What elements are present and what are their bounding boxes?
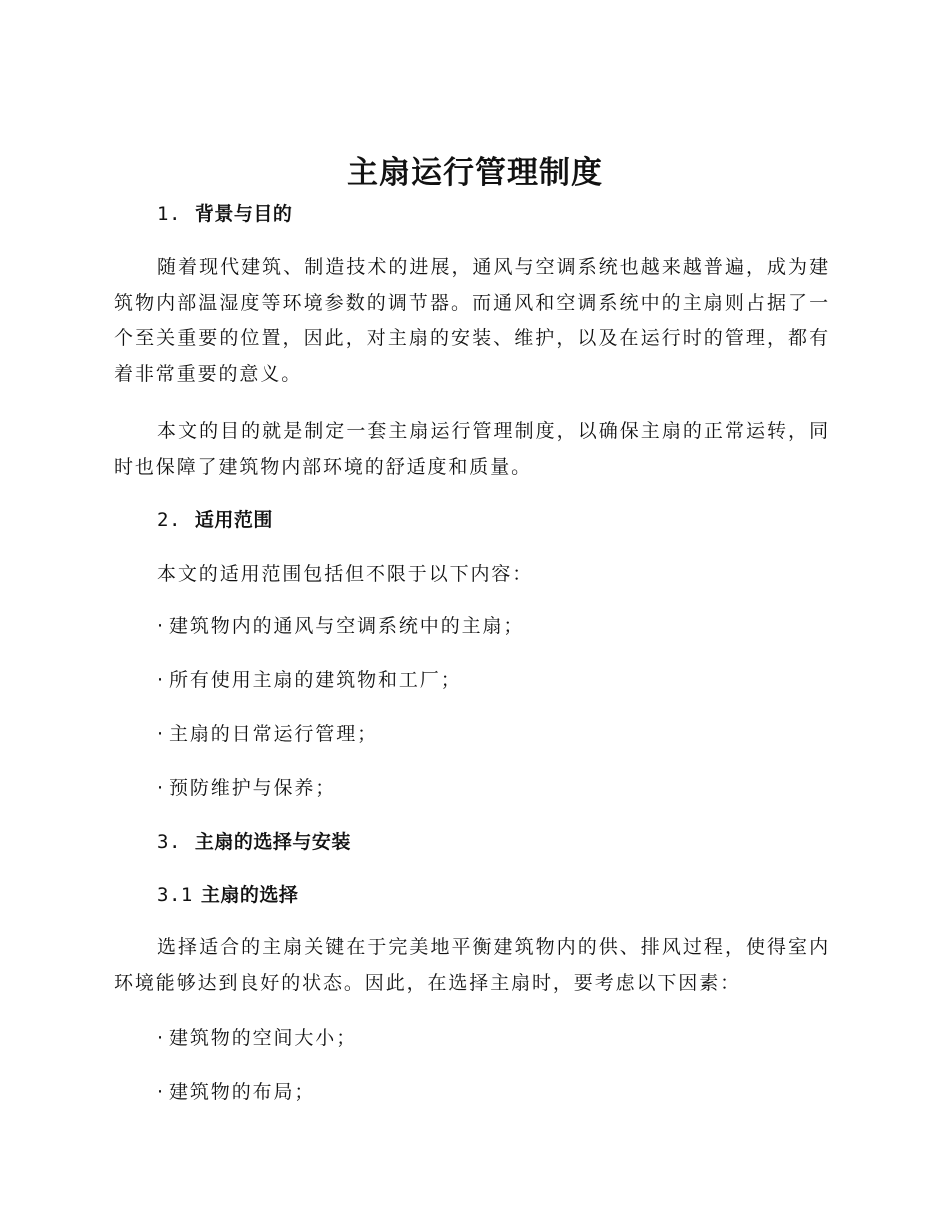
bullet-icon: ·	[157, 1081, 164, 1103]
paragraph: 选择适合的主扇关键在于完美地平衡建筑物内的供、排风过程，使得室内环境能够达到良好的状态。因此，在选择主扇时，要考虑以下因素：	[114, 936, 830, 994]
section-heading-2	[157, 505, 273, 535]
list-item-text: 主扇的日常运行管理；	[169, 723, 379, 745]
list-item	[157, 665, 462, 695]
list-item-text: 建筑物的空间大小；	[169, 1027, 358, 1049]
bullet-icon: ·	[157, 669, 164, 691]
list-item	[157, 611, 524, 641]
bullet-icon: ·	[157, 1027, 164, 1049]
list-item-text: 建筑物的布局；	[169, 1081, 316, 1103]
subsection-heading-3-1	[157, 880, 298, 910]
paragraph: 本文的目的就是制定一套主扇运行管理制度，以确保主扇的正常运转，同时也保障了建筑物内部环境的舒适度和质量。	[114, 420, 830, 478]
section-number: 1.	[157, 203, 181, 225]
list-item-text: 预防维护与保养；	[169, 777, 337, 799]
section-number: 2.	[157, 509, 181, 531]
section-heading-1	[157, 199, 292, 229]
section-title: 背景与目的	[194, 203, 293, 225]
list-item	[157, 1077, 315, 1107]
section-title: 适用范围	[194, 509, 273, 531]
section-number: 3.	[157, 831, 181, 853]
subsection-number: 3.1	[157, 884, 193, 906]
section-title: 主扇的选择与安装	[194, 831, 351, 853]
list-item-text: 建筑物内的通风与空调系统中的主扇；	[169, 615, 525, 637]
list-item	[157, 773, 336, 803]
list-item	[157, 719, 378, 749]
subsection-title: 主扇的选择	[200, 884, 299, 906]
section-heading-3	[157, 827, 351, 857]
paragraph: 随着现代建筑、制造技术的进展，通风与空调系统也越来越普遍，成为建筑物内部温湿度等环境参数的调节器。而通风和空调系统中的主扇则占据了一个至关重要的位置，因此，对主扇的安装、维护，以及在运行时的管理，都有着非常重要的意义。	[114, 256, 830, 385]
bullet-icon: ·	[157, 777, 164, 799]
bullet-icon: ·	[157, 723, 164, 745]
list-item	[157, 1023, 357, 1053]
paragraph: 本文的适用范围包括但不限于以下内容：	[157, 563, 534, 585]
document-title: 主扇运行管理制度	[347, 155, 603, 191]
bullet-icon: ·	[157, 615, 164, 637]
list-item-text: 所有使用主扇的建筑物和工厂；	[169, 669, 462, 691]
